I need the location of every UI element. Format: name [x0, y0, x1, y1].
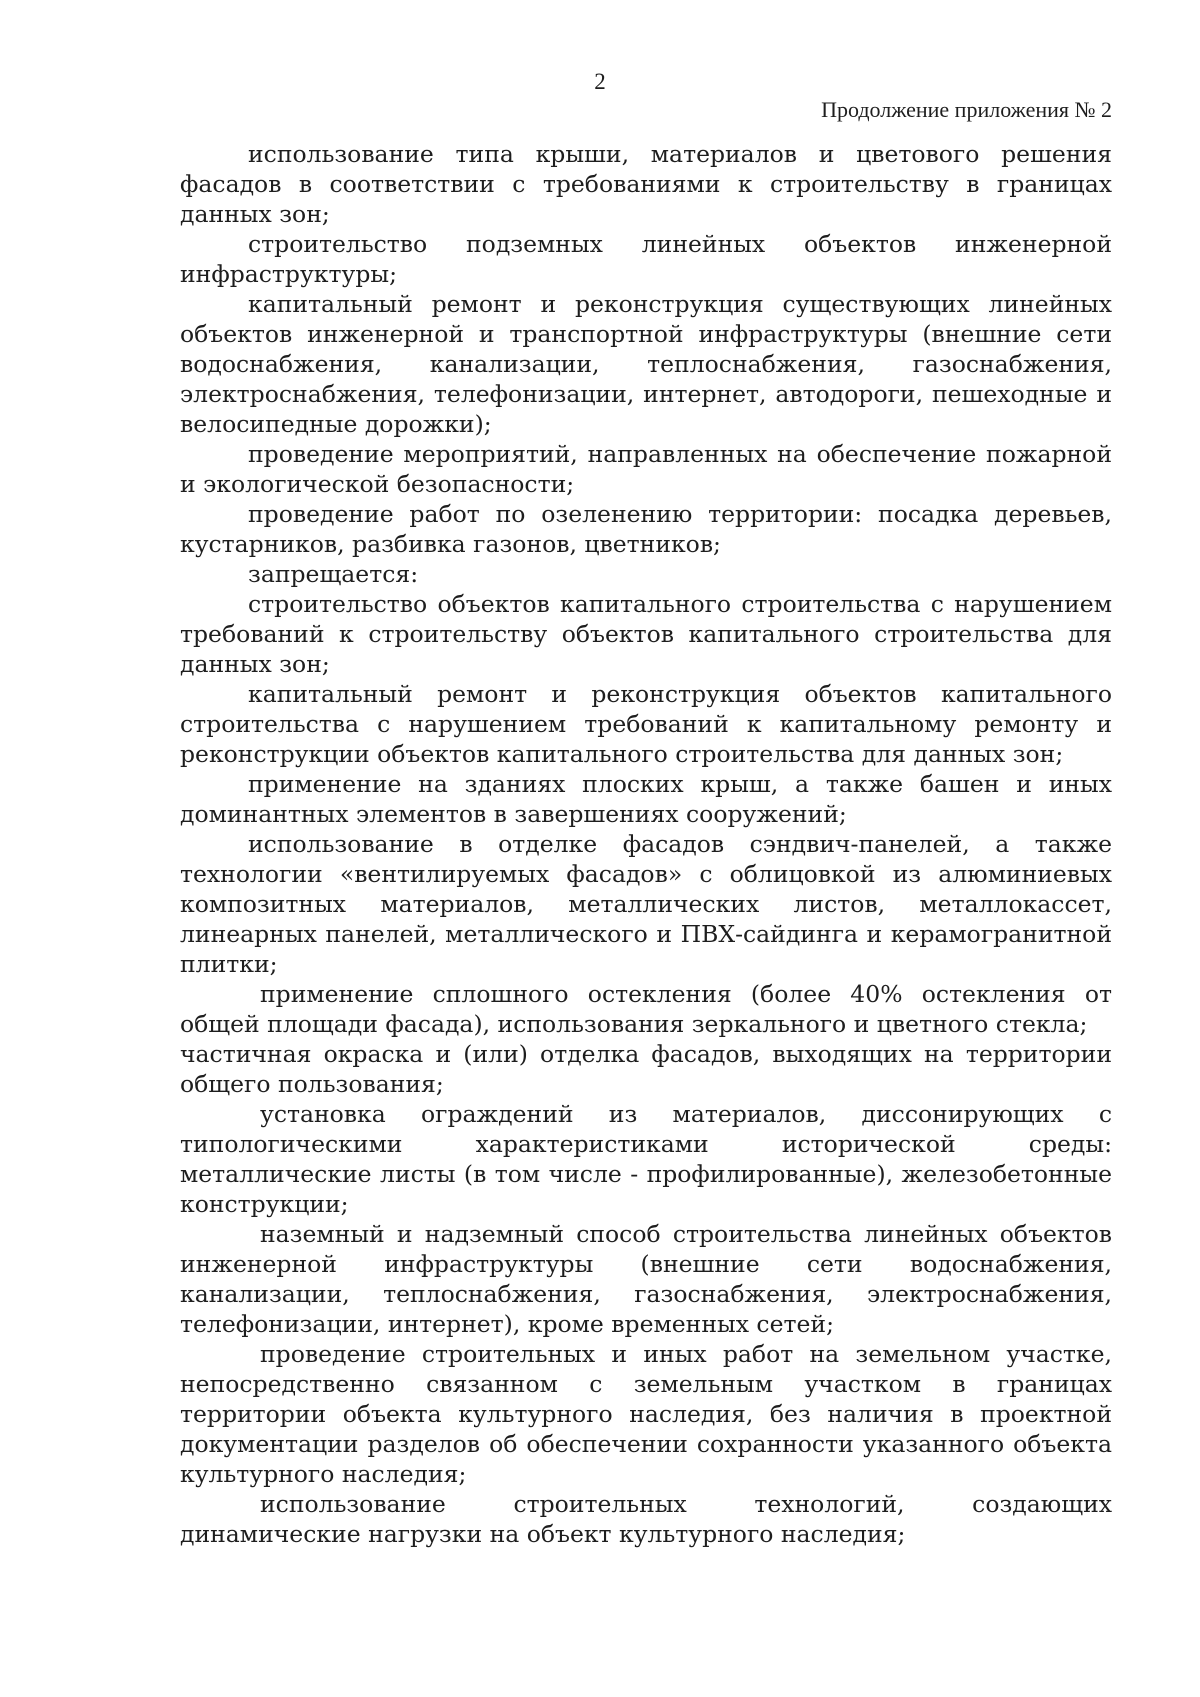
appendix-continuation-label: Продолжение приложения № 2 — [821, 97, 1112, 122]
paragraph: использование типа крыши, материалов и цветового решения фасадов в соответствии с требованиями к строительству в границах данных зон; — [180, 140, 1112, 228]
paragraph: капитальный ремонт и реконструкция объектов капитального строительства с нарушением требований к капитальному ремонту и реконструкции объектов капитального строительства для данных зон; — [180, 680, 1112, 768]
paragraph: наземный и надземный способ строительства линейных объектов инженерной инфраструктуры (внешние сети водоснабжения, канализации, теплоснабжения, газоснабжения, электроснабжения, телефонизации, интернет), кроме временных сетей; — [180, 1220, 1112, 1338]
paragraph: применение на зданиях плоских крыш, а также башен и иных доминантных элементов в завершениях сооружений; — [180, 770, 1112, 828]
paragraph: применение сплошного остекления (более 40% остекления от общей площади фасада), использования зеркального и цветного стекла; — [180, 980, 1112, 1038]
paragraph: капитальный ремонт и реконструкция существующих линейных объектов инженерной и транспортной инфраструктуры (внешние сети водоснабжения, канализации, теплоснабжения, газоснабжения, электроснабжения, телефонизации, интернет, автодороги, пешеходные и велосипедные дорожки); — [180, 290, 1112, 438]
page-number: 2 — [594, 69, 606, 94]
document-body — [180, 139, 1112, 1549]
paragraph: запрещается: — [248, 560, 419, 588]
paragraph: строительство объектов капитального строительства с нарушением требований к строительству объектов капитального строительства для данных зон; — [180, 590, 1112, 678]
paragraph: использование строительных технологий, создающих динамические нагрузки на объект культурного наследия; — [180, 1490, 1112, 1548]
paragraph: установка ограждений из материалов, диссонирующих с типологическими характеристиками исторической среды: металлические листы (в том числе - профилированные), железобетонные конструкции; — [180, 1100, 1112, 1218]
paragraph: частичная окраска и (или) отделка фасадов, выходящих на территории общего пользования; — [180, 1040, 1112, 1098]
paragraph: проведение мероприятий, направленных на обеспечение пожарной и экологической безопасности; — [180, 440, 1112, 498]
paragraph: проведение работ по озеленению территории: посадка деревьев, кустарников, разбивка газонов, цветников; — [180, 500, 1112, 558]
paragraph: использование в отделке фасадов сэндвич-панелей, а также технологии «вентилируемых фасадов» с облицовкой из алюминиевых композитных материалов, металлических листов, металлокассет, линеарных панелей, металлического и ПВХ-сайдинга и керамогранитной плитки; — [180, 830, 1112, 978]
paragraph: строительство подземных линейных объектов инженерной инфраструктуры; — [180, 230, 1112, 288]
paragraph: проведение строительных и иных работ на земельном участке, непосредственно связанном с земельным участком в границах территории объекта культурного наследия, без наличия в проектной документации разделов об обеспечении сохранности указанного объекта культурного наследия; — [180, 1340, 1112, 1488]
